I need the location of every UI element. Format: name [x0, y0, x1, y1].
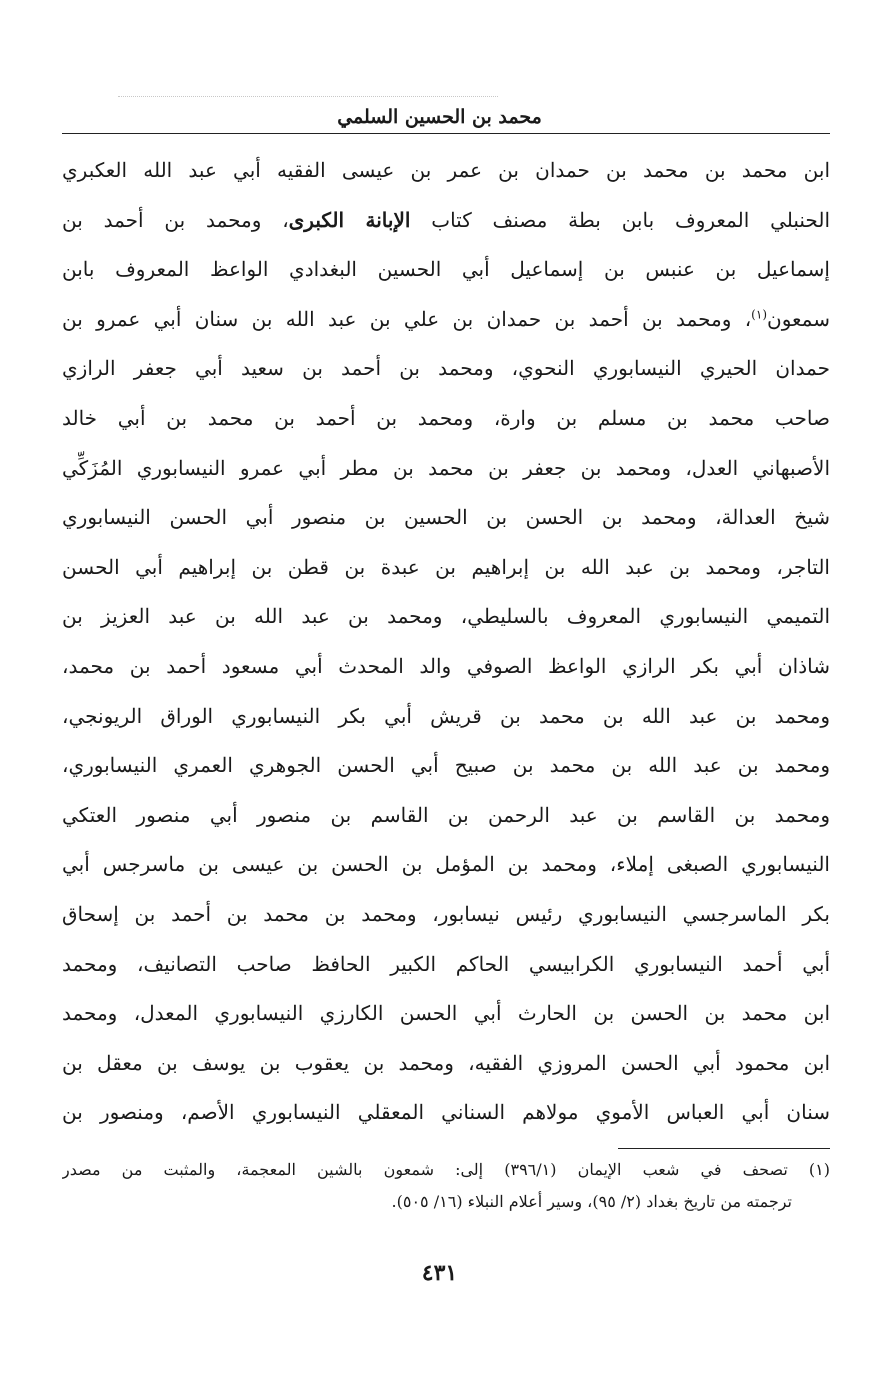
body-line: النيسابوري الصبغى إملاء، ومحمد بن المؤمل بن الحسن بن عيسى بن ماسرجس أبي — [62, 852, 830, 877]
book-title-bold: الإبانة الكبرى — [288, 207, 411, 232]
body-line: صاحب محمد بن مسلم بن وارة، ومحمد بن أحمد بن محمد بن أبي خالد — [62, 405, 830, 430]
body-line-segment: الحنبلي المعروف بابن بطة مصنف كتاب — [431, 207, 830, 232]
body-line-segment: ، ومحمد بن أحمد بن حمدان بن علي بن عبد الله بن سنان أبي عمرو بن — [62, 306, 752, 331]
body-line: ابن محمود أبي الحسن المروزي الفقيه، ومحمد بن يعقوب بن يوسف بن معقل بن — [62, 1050, 830, 1075]
body-line: التميمي النيسابوري المعروف بالسليطي، ومحمد بن عبد الله بن عبد العزيز بن — [62, 604, 830, 629]
body-line-segment: ، ومحمد بن أحمد بن — [62, 207, 289, 232]
body-line — [62, 196, 830, 246]
body-line: ابن محمد بن الحسن بن الحارث أبي الحسن الكارزي النيسابوري المعدل، ومحمد — [62, 1001, 830, 1026]
page-number: ٤٣١ — [421, 1260, 458, 1286]
body-line — [62, 295, 830, 345]
footnote-separator — [618, 1148, 830, 1149]
body-line: شيخ العدالة، ومحمد بن الحسن بن الحسين بن منصور أبي الحسن النيسابوري — [62, 505, 830, 530]
body-line: حمدان الحيري النيسابوري النحوي، ومحمد بن أحمد بن سعيد أبي جعفر الرازي — [62, 356, 830, 381]
body-line: إسماعيل بن عنبس بن إسماعيل أبي الحسين البغدادي الواعظ المعروف بابن — [62, 257, 830, 282]
header-rule — [62, 133, 830, 134]
body-line: ومحمد بن عبد الله بن محمد بن قريش أبي بكر النيسابوري الوراق الريونجي، — [62, 703, 830, 728]
footnote-line: (١) تصحف في شعب الإيمان (٣٩٦/١) إلى: شمعون بالشين المعجمة، والمثبت من مصدر — [62, 1160, 830, 1179]
body-line: التاجر، ومحمد بن عبد الله بن إبراهيم بن عبدة بن قطن بن إبراهيم أبي الحسن — [62, 554, 830, 579]
body-text — [62, 146, 830, 1138]
body-line: الأصبهاني العدل، ومحمد بن جعفر بن محمد بن مطر أبي عمرو النيسابوري المُزَكِّي — [62, 455, 830, 480]
footnote-line: ترجمته من تاريخ بغداد (٢/ ٩٥)، وسير أعلام النبلاء (١٦/ ٥٠٥). — [391, 1192, 792, 1211]
running-header: محمد بن الحسين السلمي — [337, 106, 542, 128]
body-line: أبي أحمد النيسابوري الكرابيسي الحاكم الكبير الحافظ صاحب التصانيف، ومحمد — [62, 951, 830, 976]
footnotes — [62, 1154, 830, 1218]
body-line: سنان أبي العباس الأموي مولاهم السناني المعقلي النيسابوري الأصم، ومنصور بن — [62, 1100, 830, 1125]
body-line: شاذان أبي بكر الرازي الواعظ الصوفي والد المحدث أبي مسعود أحمد بن محمد، — [62, 653, 830, 678]
body-line-segment: سمعون — [767, 306, 830, 331]
scan-artifact-rule — [118, 96, 498, 97]
body-line: ابن محمد بن محمد بن حمدان بن عمر بن عيسى الفقيه أبي عبد الله العكبري — [62, 158, 830, 182]
body-line: ومحمد بن عبد الله بن محمد بن صبيح أبي الحسن الجوهري العمري النيسابوري، — [62, 753, 830, 778]
body-line: بكر الماسرجسي النيسابوري رئيس نيسابور، ومحمد بن محمد بن أحمد بن إسحاق — [62, 901, 830, 926]
body-line: ومحمد بن القاسم بن عبد الرحمن بن القاسم بن منصور أبي منصور العتكي — [62, 802, 830, 827]
footnote-marker: (١) — [751, 307, 767, 322]
